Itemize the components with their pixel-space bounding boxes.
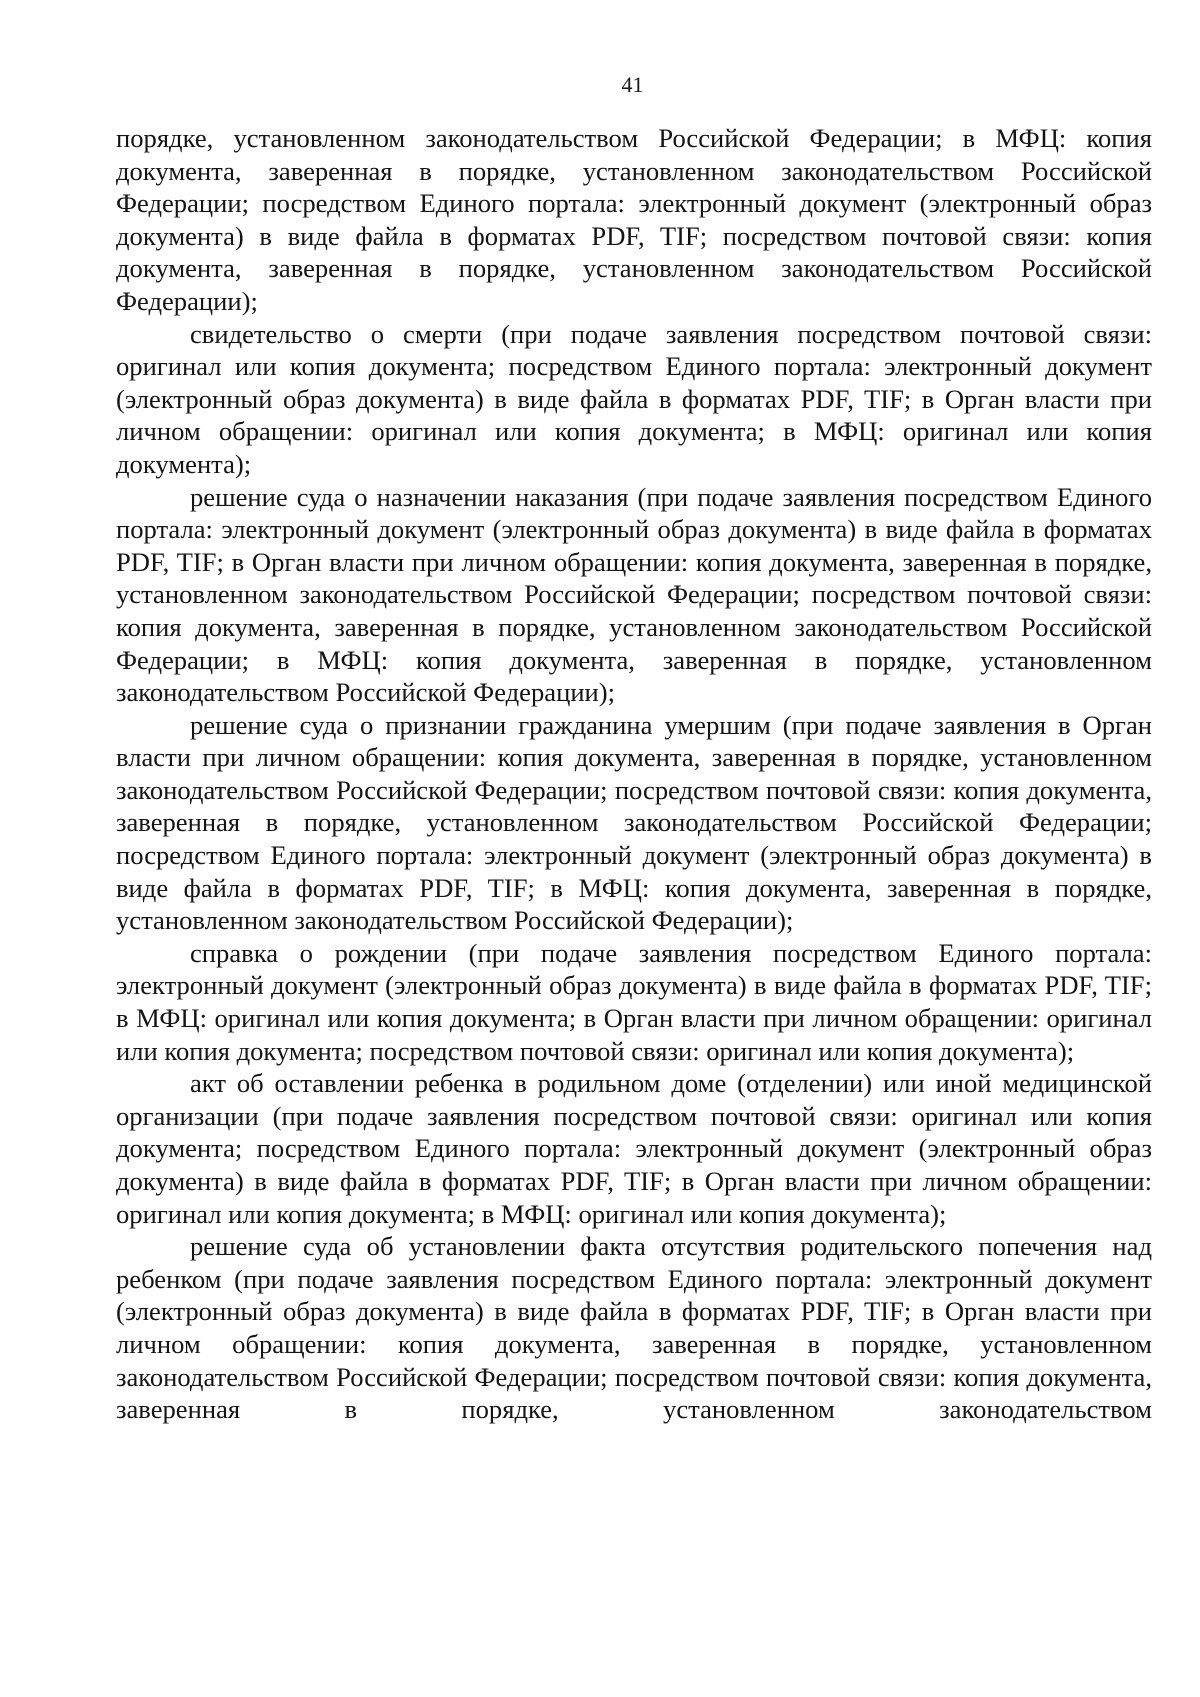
paragraph-court-sentence: решение суда о назначении наказания (при подаче заявления посредством Единого портала: электронный документ (электронный образ документа) в виде файла в форматах PDF, TIF; в Орган власти при личном обращении: копия документа, заверенная в порядке, установленном законодательством Российской Федерации; посредством почтовой связи: копия документа, заверенная в порядке, установленном законодательством Российской Федерации; в МФЦ: копия документа, заверенная в порядке, установленном законодательством Российской Федерации); bbox=[116, 481, 1152, 708]
paragraph-death-certificate: свидетельство о смерти (при подаче заявления посредством почтовой связи: оригинал или копия документа; посредством Единого портала: электронный документ (электронный образ документа) в виде файла в форматах PDF, TIF; в Орган власти при личном обращении: оригинал или копия документа; в МФЦ: оригинал или копия документа); bbox=[116, 318, 1152, 479]
paragraph-birth-certificate: справка о рождении (при подаче заявления посредством Единого портала: электронный документ (электронный образ документа) в виде файла в форматах PDF, TIF; в МФЦ: оригинал или копия документа; в Орган власти при личном обращении: оригинал или копия документа; посредством почтовой связи: оригинал или копия документа); bbox=[116, 937, 1152, 1066]
page-number: 41 bbox=[621, 72, 644, 97]
paragraph-court-no-parental-care: решение суда об установлении факта отсутствия родительского попечения над ребенком (при подаче заявления посредством Единого портала: электронный документ (электронный образ документа) в виде файла в форматах PDF, TIF; в Орган власти при личном обращении: копия документа, заверенная в порядке, установленном законодательством Российской Федерации; посредством почтовой связи: копия документа, заверенная в порядке, установленном законодательством bbox=[116, 1231, 1152, 1425]
paragraph-court-declared-dead: решение суда о признании гражданина умершим (при подаче заявления в Орган власти при личном обращении: копия документа, заверенная в порядке, установленном законодательством Российской Федерации; посредством почтовой связи: копия документа, заверенная в порядке, установленном законодательством Российской Федерации; посредством Единого портала: электронный документ (электронный образ документа) в виде файла в форматах PDF, TIF; в МФЦ: копия документа, заверенная в порядке, установленном законодательством Российской Федерации); bbox=[116, 709, 1152, 936]
paragraph-continuation: порядке, установленном законодательством Российской Федерации; в МФЦ: копия документа, заверенная в порядке, установленном законодательством Российской Федерации; посредством Единого портала: электронный документ (электронный образ документа) в виде файла в форматах PDF, TIF; посредством почтовой связи: копия документа, заверенная в порядке, установленном законодательством Российской Федерации); bbox=[116, 123, 1152, 316]
document-body bbox=[116, 122, 1152, 1426]
paragraph-abandonment-act: акт об оставлении ребенка в родильном доме (отделении) или иной медицинской организации (при подаче заявления посредством почтовой связи: оригинал или копия документа; посредством Единого портала: электронный документ (электронный образ документа) в виде файла в форматах PDF, TIF; в Орган власти при личном обращении: оригинал или копия документа; в МФЦ: оригинал или копия документа); bbox=[116, 1068, 1152, 1229]
